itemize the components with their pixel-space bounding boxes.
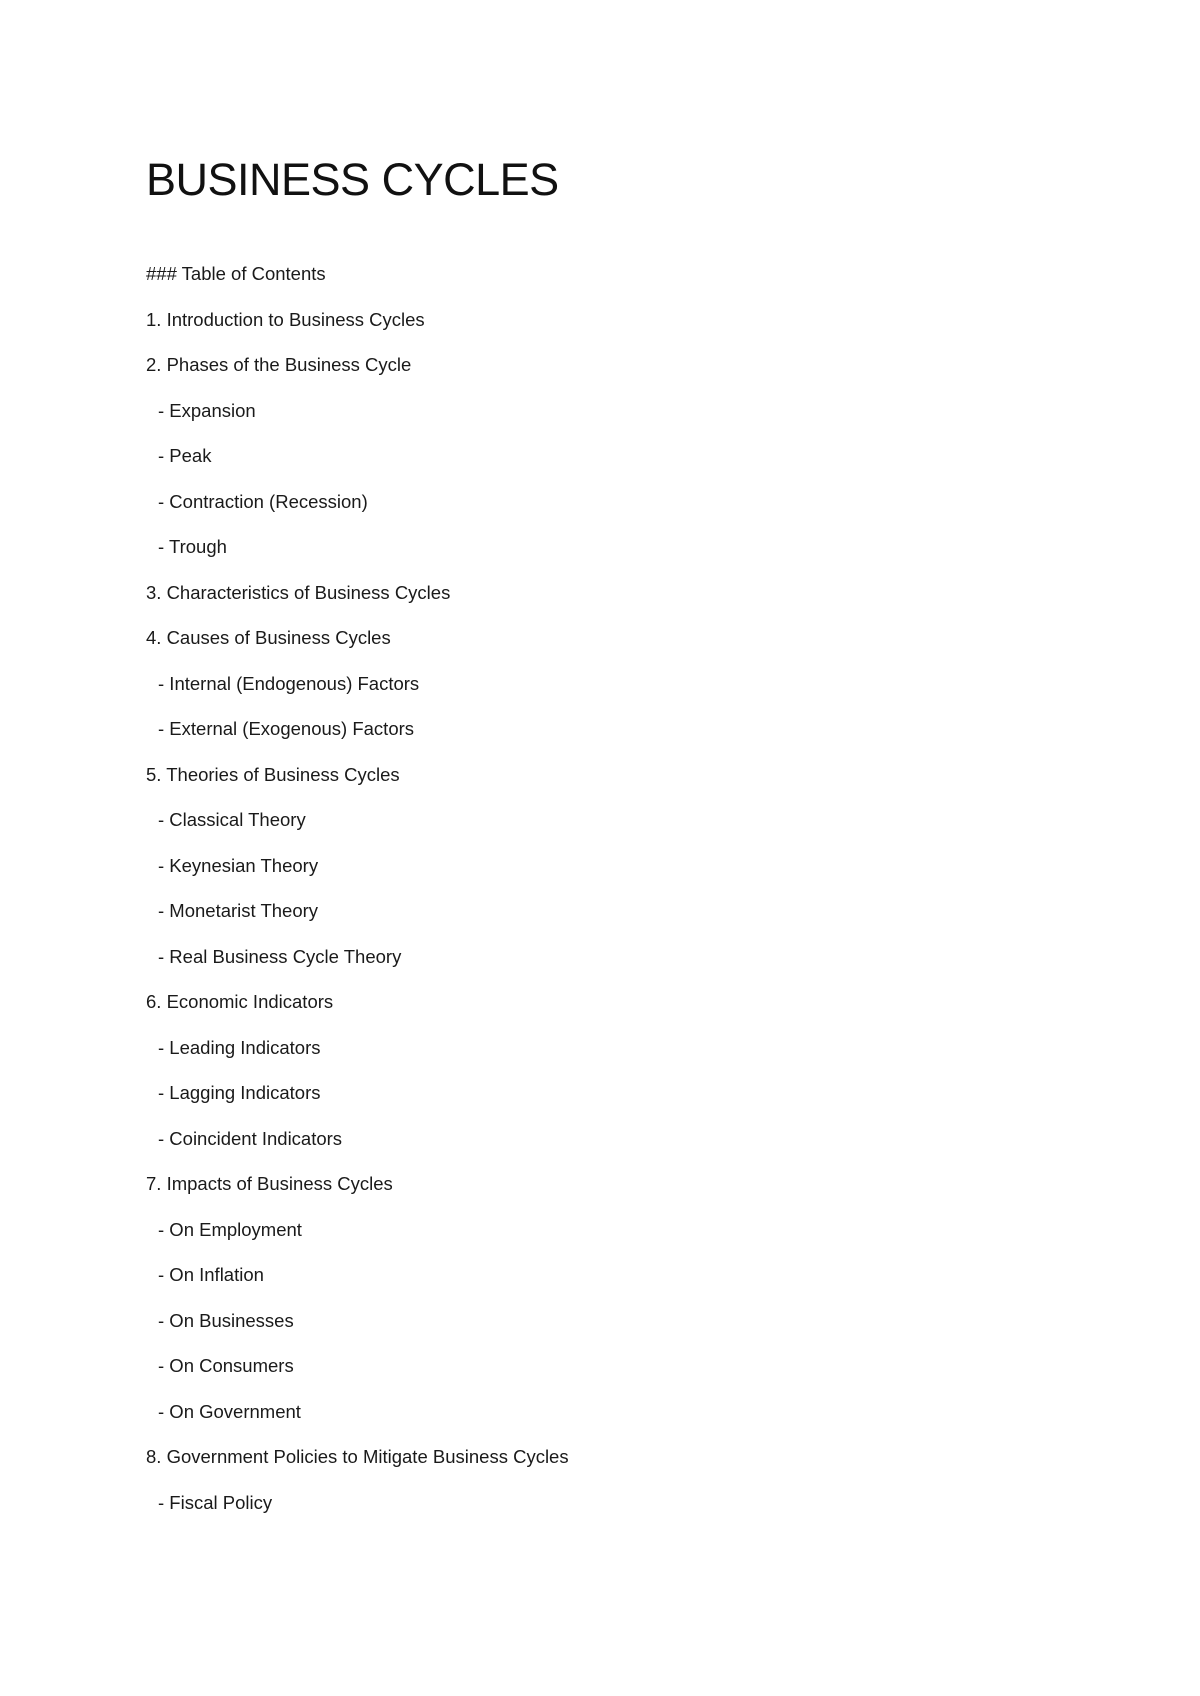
toc-subitem: - On Businesses — [158, 1309, 294, 1331]
toc-subitem: - Expansion — [158, 399, 256, 421]
toc-subitem: - Fiscal Policy — [158, 1491, 273, 1513]
toc-item: 1. Introduction to Business Cycles — [146, 308, 425, 330]
toc-subitem: - Internal (Endogenous) Factors — [158, 672, 420, 694]
toc-item: 5. Theories of Business Cycles — [146, 763, 400, 785]
toc-item: 2. Phases of the Business Cycle — [146, 354, 412, 375]
toc-heading: ### Table of Contents — [146, 263, 326, 284]
toc-subitem: - On Consumers — [158, 1355, 294, 1376]
toc-subitem: - Trough — [158, 536, 227, 557]
toc-subitem: - On Inflation — [158, 1264, 264, 1285]
toc-subitem: - Lagging Indicators — [158, 1082, 321, 1103]
toc-subitem: - Real Business Cycle Theory — [158, 945, 402, 967]
document-title: BUSINESS CYCLES — [146, 154, 559, 205]
toc-subitem: - Contraction (Recession) — [158, 490, 368, 512]
toc-subitem: - Keynesian Theory — [158, 854, 319, 876]
toc-subitem: - Coincident Indicators — [158, 1127, 343, 1149]
toc-item: 4. Causes of Business Cycles — [146, 627, 391, 648]
table-of-contents — [146, 258, 569, 1532]
toc-subitem: - Classical Theory — [158, 809, 306, 830]
toc-subitem: - Monetarist Theory — [158, 900, 319, 921]
toc-item: 7. Impacts of Business Cycles — [146, 1173, 393, 1194]
toc-subitem: - On Government — [158, 1400, 301, 1422]
toc-subitem: - Leading Indicators — [158, 1036, 321, 1058]
toc-item: 3. Characteristics of Business Cycles — [146, 581, 451, 603]
toc-subitem: - External (Exogenous) Factors — [158, 718, 415, 739]
toc-item: 8. Government Policies to Mitigate Business Cycles — [146, 1446, 569, 1467]
toc-subitem: - On Employment — [158, 1218, 302, 1240]
toc-subitem: - Peak — [158, 445, 212, 466]
toc-item: 6. Economic Indicators — [146, 991, 334, 1012]
